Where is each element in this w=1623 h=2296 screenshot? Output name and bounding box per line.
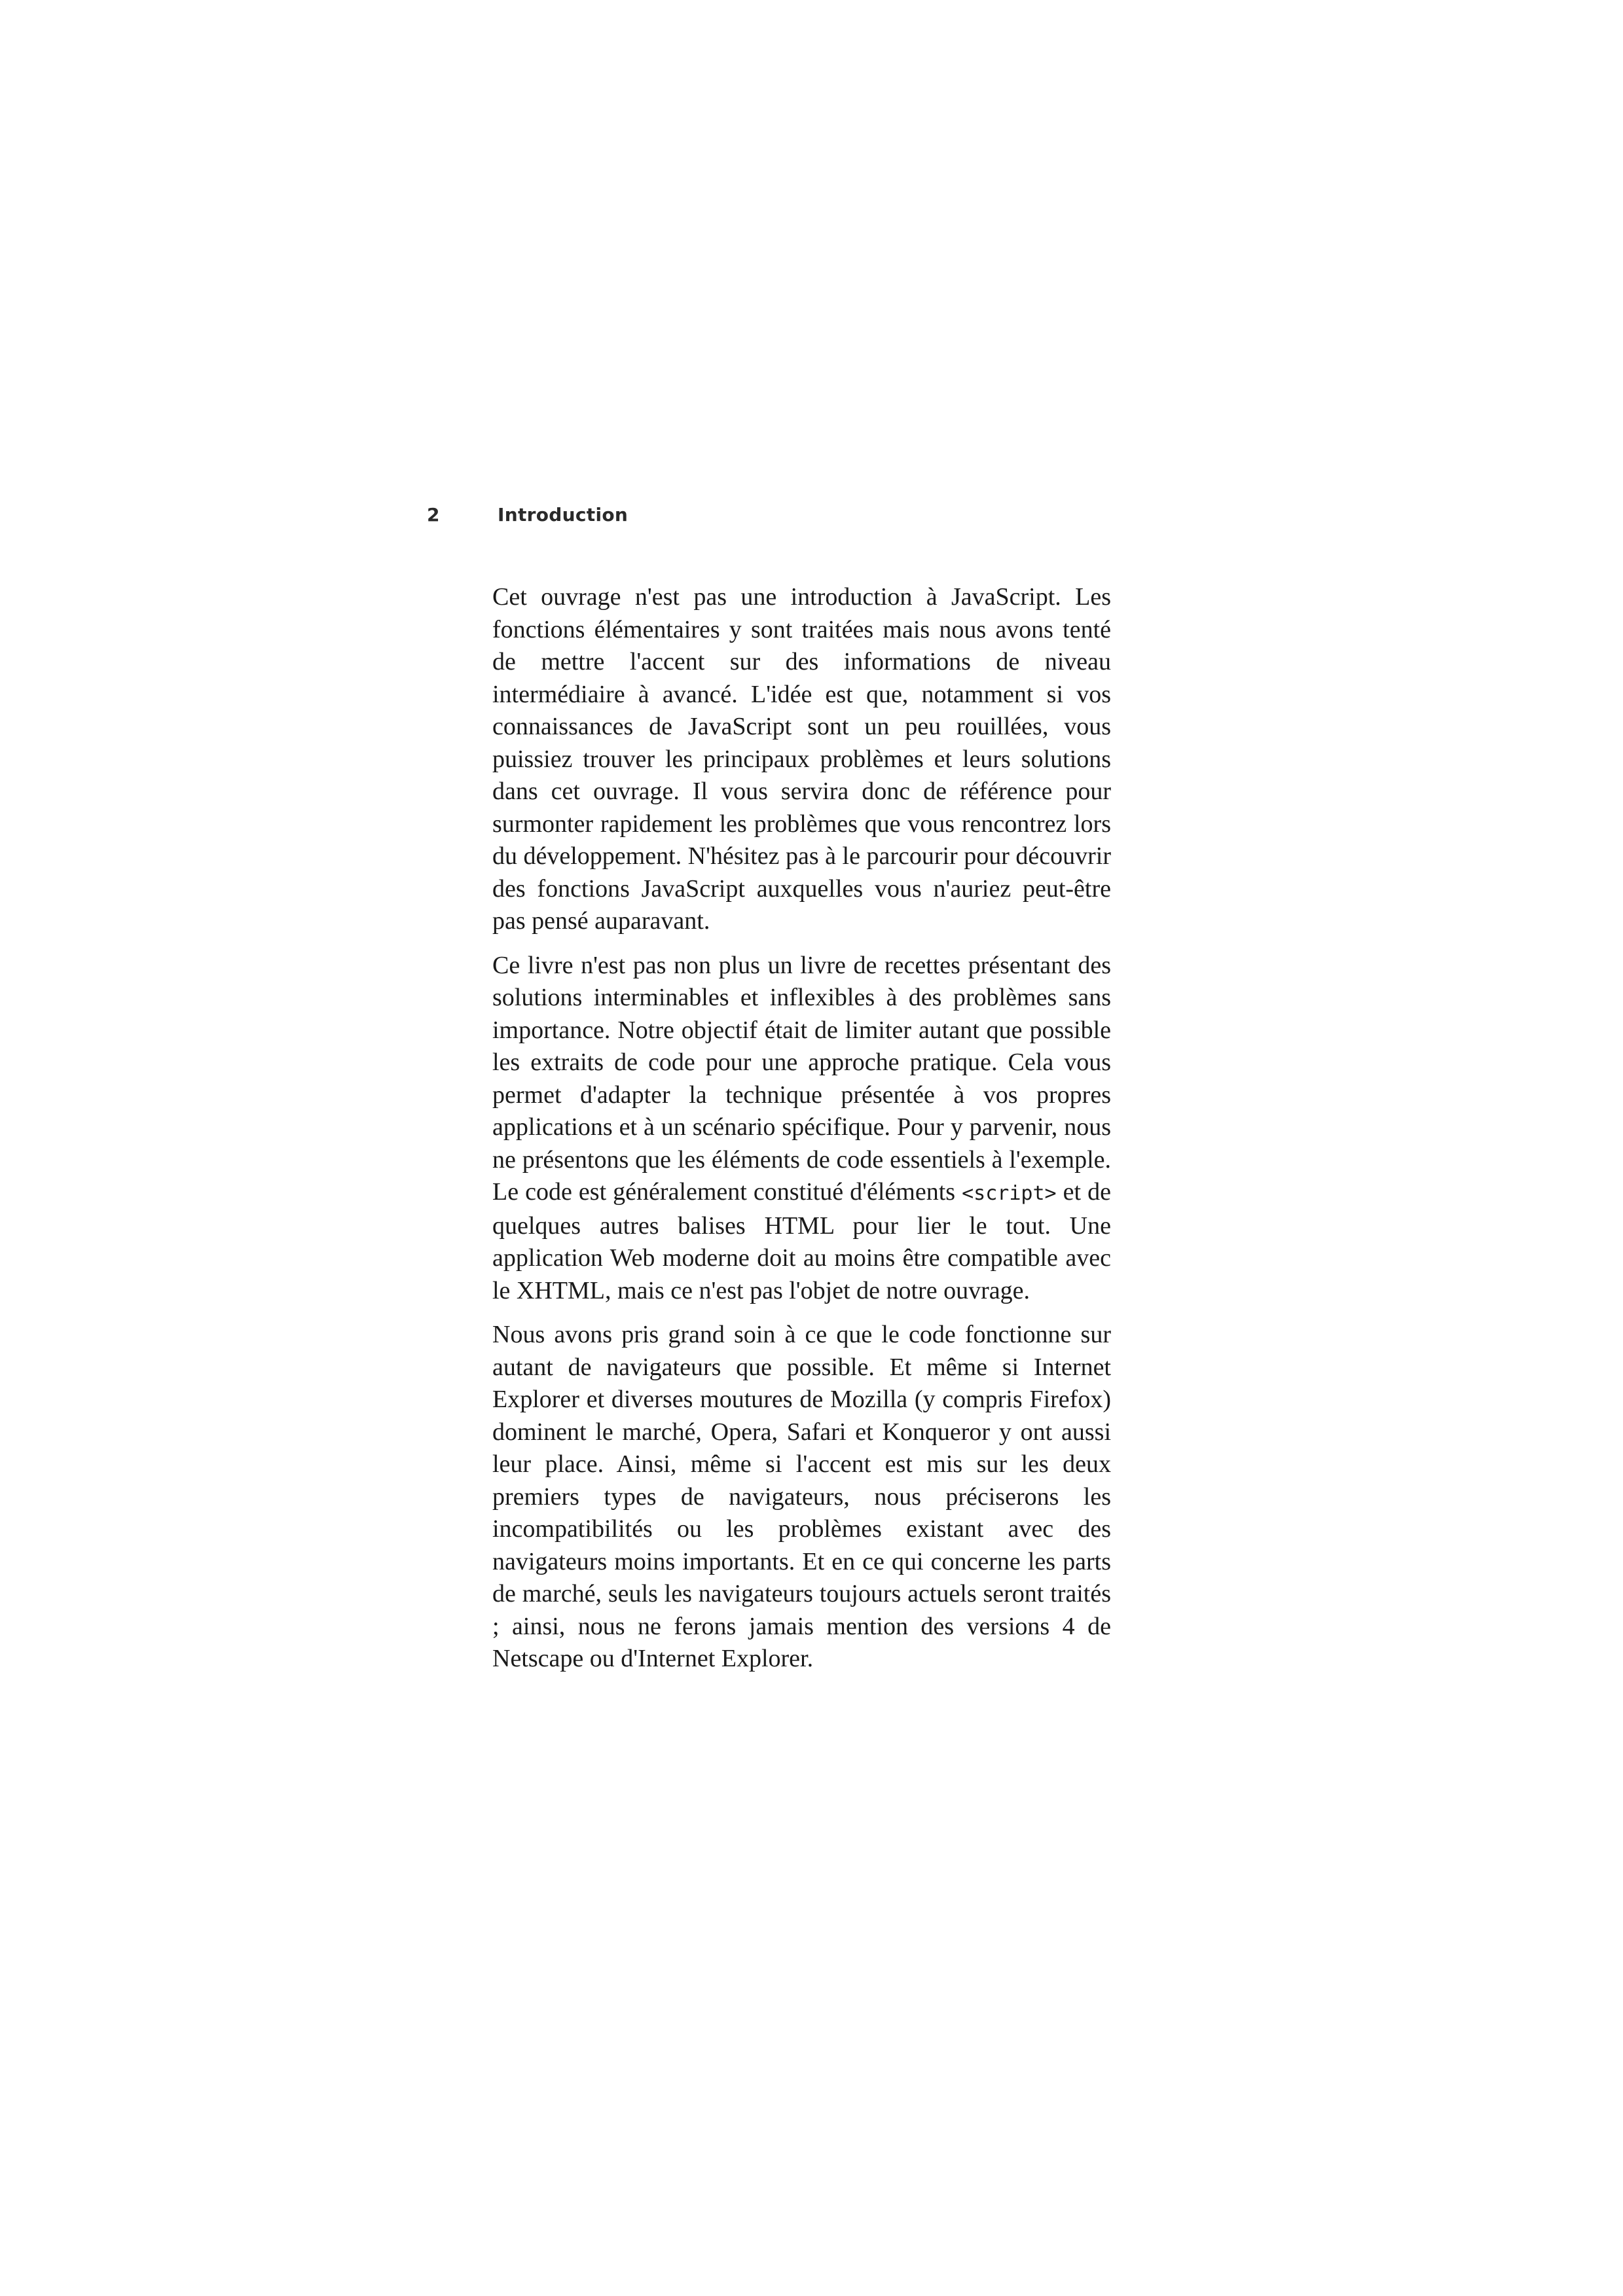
section-title: Introduction [498,504,629,526]
inline-code-script-tag: <script> [962,1182,1057,1205]
page-number: 2 [427,504,440,526]
paragraph-2 [492,950,1111,1308]
paragraph-2-text-after-code: et de quelques autres balises HTML pour lier le tout. Une application Web moderne doit au moins être compatible avec le XHTML, mais ce n'est pas l'objet de notre ouvrage. [492,1178,1112,1304]
body-text [492,581,1111,1687]
paragraph-3: Nous avons pris grand soin à ce que le code fonctionne sur autant de navigateurs que possible. Et même si Internet Explorer et diverses moutures de Mozilla (y compris Firefox) dominent le marché, Opera, Safari et Konqueror y ont aussi leur place. Ainsi, même si l'accent est mis sur les deux premiers types de navigateurs, nous préciserons les incompatibilités ou les problèmes existant avec des navigateurs moins importants. Et en ce qui concerne les parts de marché, seuls les navigateurs toujours actuels seront traités ; ainsi, nous ne ferons jamais mention des versions 4 de Netscape ou d'Internet Explorer. [492,1321,1111,1672]
paragraph-1: Cet ouvrage n'est pas une introduction à JavaScript. Les fonctions élémentaires y sont traitées mais nous avons tenté de mettre l'accent sur des informations de niveau intermédiaire à avancé. L'idée est que, notamment si vos connaissances de JavaScript sont un peu rouillées, vous puissiez trouver les principaux problèmes et leurs solutions dans cet ouvrage. Il vous servira donc de référence pour surmonter rapidement les problèmes que vous rencontrez lors du développement. N'hésitez pas à le parcourir pour découvrir des fonctions JavaScript auxquelles vous n'auriez peut-être pas pensé auparavant. [492,583,1111,935]
paragraph-2-text-before-code: Ce livre n'est pas non plus un livre de recettes présentant des solutions interminables et inflexibles à des problèmes sans importance. Notre objectif était de limiter autant que possible les extraits de code pour une approche pratique. Cela vous permet d'adapter la technique présentée à vos propres applications et à un scénario spécifique. Pour y parvenir, nous ne présentons que les éléments de code essentiels à l'exemple. Le code est généralement constitué d'éléments [492,951,1111,1206]
